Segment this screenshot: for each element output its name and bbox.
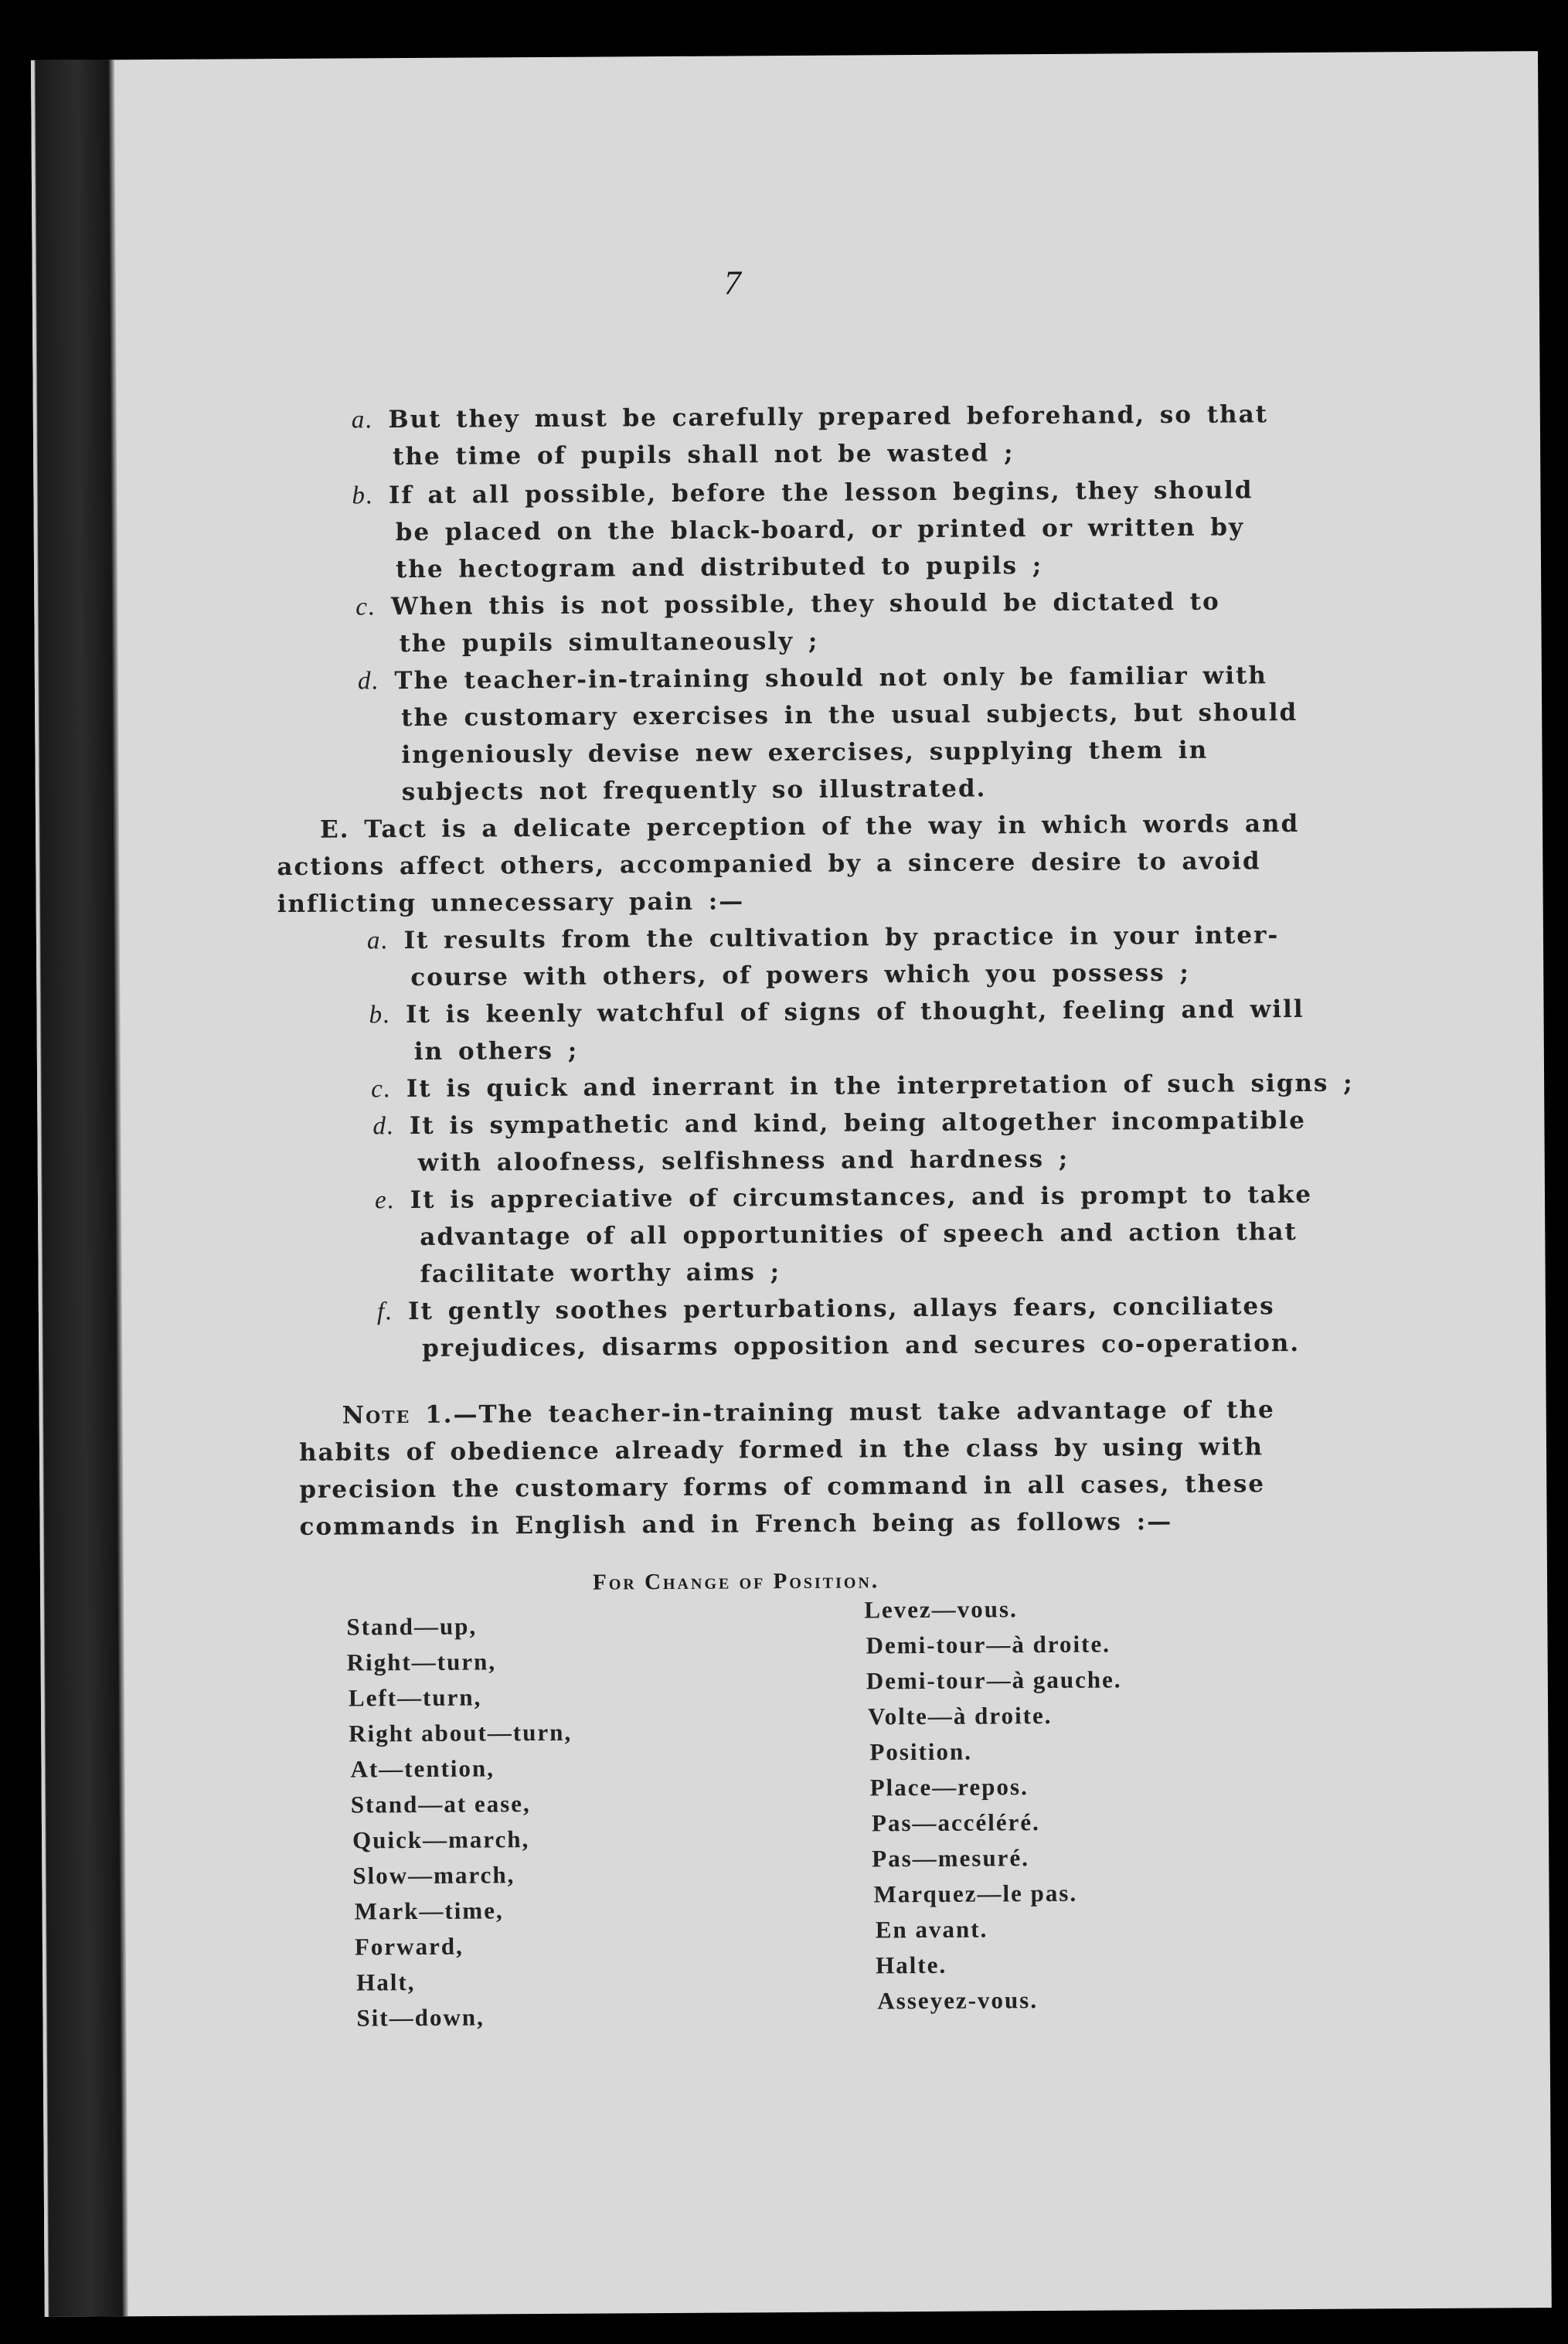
- list-one-b-line-2: be placed on the black-board, or printed or written by: [395, 513, 1245, 547]
- command-english: Right about—turn,: [349, 1718, 573, 1747]
- list-two-d-line-1: d. It is sympathetic and kind, being altogether incompatible: [372, 1106, 1307, 1141]
- command-french: Asseyez-vous.: [877, 1986, 1039, 2015]
- list-marker: f.: [376, 1298, 394, 1326]
- list-two-f-line-1: f. It gently soothes perturbations, allays fears, conciliates: [376, 1292, 1275, 1326]
- list-marker: c.: [371, 1075, 393, 1104]
- note-line-1: Note 1.—The teacher-in-training must take advantage of the: [342, 1396, 1275, 1430]
- list-two-a-line-1: a. It results from the cultivation by practice in your inter-: [366, 921, 1280, 955]
- section-e-line-2: actions affect others, accompanied by a sincere desire to avoid: [277, 847, 1261, 882]
- list-two-e-line-1: e. It is appreciative of circumstances, and is prompt to take: [374, 1180, 1313, 1215]
- list-one-d-line-1: d. The teacher-in-training should not only be familiar with: [357, 662, 1268, 696]
- command-french: Pas—accéléré.: [871, 1808, 1040, 1837]
- commands-heading: For Change of Position.: [592, 1568, 880, 1595]
- list-one-d-line-2: the customary exercises in the usual subjects, but should: [401, 699, 1298, 733]
- note-line-2: habits of obedience already formed in the class by using with: [298, 1433, 1264, 1467]
- list-one-a-line-2: the time of pupils shall not be wasted ;: [393, 439, 1015, 471]
- list-one-b-line-1: b. If at all possible, before the lesson begins, they should: [352, 476, 1253, 510]
- list-one-b-line-3: the hectogram and distributed to pupils ;: [395, 552, 1043, 584]
- command-english: Halt,: [356, 1968, 416, 1996]
- list-two-b-line-2: in others ;: [413, 1036, 579, 1066]
- list-marker: b.: [352, 481, 375, 510]
- command-english: Slow—march,: [352, 1861, 515, 1890]
- command-french: Volte—à droite.: [868, 1701, 1053, 1730]
- command-english: Quick—march,: [352, 1825, 530, 1854]
- list-two-f-line-2: prejudices, disarms opposition and secures co-operation.: [422, 1329, 1301, 1363]
- command-french: Demi-tour—à gauche.: [866, 1665, 1122, 1695]
- command-english: Stand—at ease,: [350, 1790, 531, 1818]
- list-marker: e.: [374, 1186, 396, 1215]
- command-french: Levez—vous.: [864, 1595, 1018, 1624]
- section-e-line-3: inflicting unnecessary pain :—: [277, 887, 745, 919]
- list-one-d-line-4: subjects not frequently so illustrated.: [401, 774, 987, 807]
- list-two-e-line-2: advantage of all opportunities of speech and action that: [420, 1218, 1298, 1251]
- note-line-4: commands in English and in French being as follows :—: [299, 1508, 1173, 1541]
- command-french: Position.: [869, 1737, 973, 1766]
- command-english: Left—turn,: [348, 1683, 482, 1712]
- command-french: Halte.: [875, 1951, 947, 1979]
- note-line-3: precision the customary forms of command in all cases, these: [299, 1470, 1266, 1504]
- page-text: [31, 51, 1552, 2317]
- list-two-a-line-2: course with others, of powers which you possess ;: [410, 958, 1190, 992]
- list-two-b-line-1: b. It is keenly watchful of signs of thought, feeling and will: [369, 995, 1304, 1029]
- command-english: Stand—up,: [346, 1612, 478, 1641]
- command-french: Pas—mesuré.: [872, 1844, 1029, 1873]
- list-two-e-line-3: facilitate worthy aims ;: [420, 1258, 781, 1288]
- section-e-line-1: E. Tact is a delicate perception of the way in which words and: [319, 809, 1300, 844]
- command-english: Mark—time,: [354, 1897, 504, 1925]
- list-marker: d.: [372, 1112, 396, 1141]
- list-one-d-line-3: ingeniously devise new exercises, supplying them in: [401, 736, 1209, 770]
- list-one-a-line-1: a. But they must be carefully prepared beforehand, so that: [351, 400, 1269, 434]
- list-marker: b.: [369, 1001, 392, 1029]
- list-two-d-line-2: with aloofness, selfishness and hardness ;: [417, 1145, 1070, 1177]
- book-page: [31, 51, 1552, 2317]
- command-french: Marquez—le pas.: [873, 1879, 1078, 1908]
- list-marker: c.: [355, 593, 377, 621]
- list-marker: a.: [351, 406, 374, 434]
- command-french: Demi-tour—à droite.: [866, 1630, 1111, 1659]
- command-english: Forward,: [354, 1932, 464, 1961]
- list-one-c-line-1: c. When this is not possible, they should be dictated to: [355, 587, 1220, 621]
- command-french: Place—repos.: [869, 1773, 1029, 1801]
- command-english: At—tention,: [350, 1754, 495, 1783]
- page-number: 7: [723, 264, 741, 302]
- note-label: Note: [342, 1401, 411, 1430]
- list-marker: a.: [366, 927, 389, 955]
- command-english: Sit—down,: [356, 2003, 485, 2032]
- list-one-c-line-2: the pupils simultaneously ;: [399, 627, 819, 658]
- list-two-c-line-1: c. It is quick and inerrant in the interpretation of such signs ;: [371, 1069, 1354, 1104]
- command-english: Right—turn,: [346, 1648, 497, 1676]
- list-marker: d.: [357, 667, 380, 696]
- command-french: En avant.: [875, 1915, 988, 1944]
